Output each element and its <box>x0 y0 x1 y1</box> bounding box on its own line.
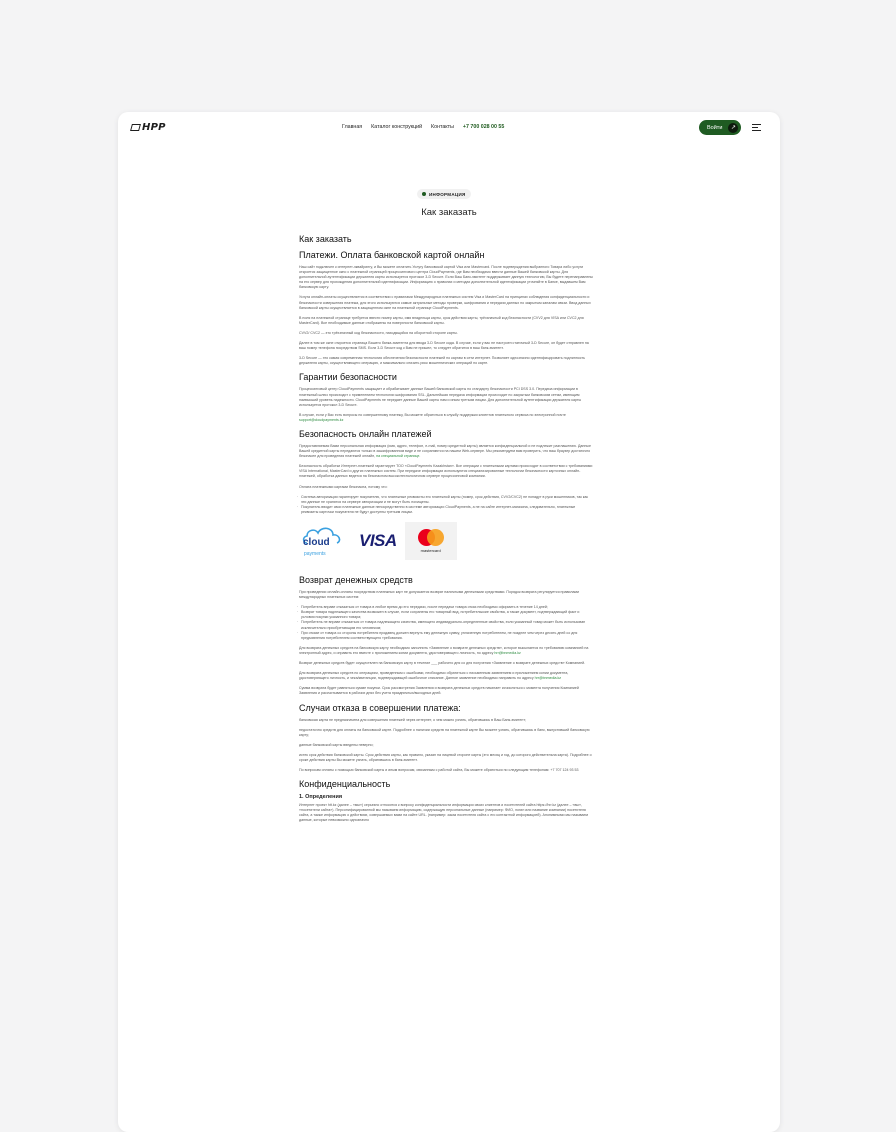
list-item: · Возврат товара надлежащего качества возможен в случае, если сохранены его товарный вид, потребительские свойства, а также документ, подтверждающий факт и условия покупки указанного товара; <box>299 610 593 620</box>
heading-online-payment-security: Безопасность онлайн платежей <box>299 428 432 439</box>
refund-email-link[interactable]: hrr@bnmedia.kz <box>494 650 521 655</box>
article-content <box>299 234 593 829</box>
nav-phone-link[interactable]: +7 700 028 00 55 <box>462 124 505 130</box>
section-badge <box>417 189 471 199</box>
badge-dot-icon <box>422 192 426 196</box>
visa-logo: VISA <box>359 531 397 550</box>
top-navbar <box>118 112 780 144</box>
list-item: · Покупатель вводит свои платежные данные непосредственно в системе авторизации CloudPayments, а не на сайте интернет-магазина, следовательно, платежные реквизиты карточки покупателя не будут доступны третьим лицам. <box>299 505 593 515</box>
error-refund-email-link[interactable]: hrr@bnmedia.kz <box>534 676 562 681</box>
browser-check-link[interactable]: на специальной странице. <box>376 454 421 459</box>
paragraph: истек срок действия банковской карты. Срок действия карты, как правило, указан на лицевой стороне карты (это месяц и год, до которого действительна карта). Подробнее о сроке действия карты Вы можете узнать, обратившись в банк-эмитент. <box>299 752 592 762</box>
paragraph: 3-D Secure — это самая современная технология обеспечения безопасности платежей по картам в сети интернет. Позволяет однозначно идентифицировать подлинность держателя карты, осуществляющего операцию, и максимально снизить риск мошеннических операций по карте. <box>299 356 586 366</box>
paragraph: банковская карта не предназначена для совершения платежей через интернет, о чем можно узнать, обратившись в Ваш Банк-эмитент; <box>299 717 526 722</box>
paragraph: Сумма возврата будет равняться сумме покупки. Срок рассмотрения Заявления и возврата денежных средств начинает исчисляться с момента получения Компанией Заявления и рассчитывается в рабочих днях без учета праздничных/выходных дней. <box>299 686 579 696</box>
paragraph: Далее в том же окне откроется страница Вашего банка-эмитента для ввода 3-D Secure кода. В случае, если у вас не настроен статичный 3-D Secure, он будет отправлен на ваш номер телефона посредством SMS. Если 3-D Secure код к Вам не пришел, то следует обратится в ваш банк-эмитент. <box>299 341 589 351</box>
cloudpayments-logo: cloud payments <box>299 521 351 561</box>
logo-icon <box>130 124 141 131</box>
payment-logos <box>299 521 593 561</box>
paragraph: Предоставляемая Вами персональная информация (имя, адрес, телефон, e-mail, номер кредитной карты) является конфиденциальной и не подлежит разглашению. Данные Вашей кредитной карты передаются только в зашифрованном виде и не сохраняются на нашем Web-сервере. Мы рекомендуем вам проверить, что ваш браузер достаточно безопасен для проведения платежей онлайн, на специальной странице. <box>299 443 591 459</box>
paragraph: По вопросам оплаты с помощью банковской карты и иным вопросам, связанным с работой сайта, Вы можете обратиться по следующим телефонам: +7 707 124 93 53 <box>299 768 579 773</box>
paragraph: Оплата платежными картами безопасна, потому что: <box>299 484 388 489</box>
paragraph: При проведении онлайн-оплаты посредством платежных карт не допускается возврат наличными денежными средствами. Порядок возврата регулируется правилами международных платежных систем: <box>299 590 579 600</box>
refund-rules-list <box>299 605 593 641</box>
list-item: · Потребитель вправе отказаться от товара в любое время до его передачи, после передачи товара отказ необходимо оформить в течение 14 дней; <box>299 605 593 610</box>
list-item: · Потребитель не вправе отказаться от товара надлежащего качества, имеющего индивидуально-определенные свойства, если указанный товар может быть использован исключительно приобретающим его человеком; <box>299 620 593 630</box>
paragraph: Безопасность обработки Интернет-платежей гарантирует ТОО «CloudPayments Kazakhstan». Все операции с платежными картами происходят в соответствии с требованиями VISA International, MasterCard и других платежных систем. При передаче информации используются специализированные технологии безопасности карточных онлайн-платежей, обработка данных ведется на безопасном высокотехнологичном сервере процессинговой компании. <box>299 464 593 479</box>
paragraph: Процессинговый центр CloudPayments защищает и обрабатывает данные Вашей банковской карты по стандарту безопасности PCI DSS 3.0. Передача информации в платежный шлюз происходит с применением технологии шифрования SSL. Дальнейшая передача информации происходит по закрытым банковским сетям, имеющим наивысший уровень надежности. CloudPayments не передает данные Вашей карты нам и иным третьим лицам. Для дополнительной аутентификации держателя карты используется протокол 3-D Secure. <box>299 387 582 407</box>
logo-text: HPP <box>142 122 166 133</box>
paragraph: В случае, если у Вас есть вопросы по совершенному платежу, Вы можете обратиться в службу поддержки клиентов платежного сервиса по электронной почте support@cloudpayments.kz <box>299 412 566 422</box>
subheading-definitions: 1. Определения <box>299 794 343 801</box>
heading-refund: Возврат денежных средств <box>299 575 413 585</box>
nav-link-contacts[interactable]: Контакты <box>431 124 454 130</box>
paragraph: данные банковской карты введены неверно; <box>299 742 374 747</box>
heading-how-to-order: Как заказать <box>299 234 352 244</box>
nav-link-home[interactable]: Главная <box>342 124 363 130</box>
support-email-link[interactable]: support@cloudpayments.kz <box>299 417 344 422</box>
paragraph: Интернет проект htt.kz (далее – «мы») серьезно относится к вопросу конфиденциальности информации своих клиентов и посетителей сайта https://hrr.kz (далее – «вы», «посетители сайта»). Персонифицированной мы называем информацию, содержащую персональные данные (например: ФИО, логин или название компании) посетителя сайта, а также информацию о действиях, совершаемых вами на сайте URL. (например: заказ посетителя сайта с его контактной информацией). Анонимными мы называем данные, которые невозможно однозначно <box>299 803 589 823</box>
heading-payment-refusal: Случаи отказа в совершении платежа: <box>299 702 461 713</box>
main-menu <box>342 124 504 130</box>
paragraph: Возврат денежных средств будет осуществлен на банковскую карту в течение ___ рабочего дня со дня получения «Заявление о возврате денежных средств» Компанией. <box>299 661 586 666</box>
login-button[interactable] <box>699 120 741 135</box>
heading-payments: Платежи. Оплата банковской картой онлайн <box>299 250 485 260</box>
paragraph: Для возврата денежных средств по операциям, проведенным с ошибками, необходимо обратиться с письменным заявлением и приложением копии документа, удостоверяющего личность, и чека/квитанции, подтверждающей ошибочное списание. Данное заявление необходимо направить по адресу hrr@bnmedia.kz <box>299 671 569 681</box>
paragraph: CVV2/ CVC2 — это трёхзначный код безопасности, находящийся на оборотной стороне карты. <box>299 330 458 335</box>
page-card <box>118 112 780 1132</box>
login-label: Войти <box>707 124 723 131</box>
paragraph: В поля на платежной странице требуется ввести номер карты, имя владельца карты, срок действия карты, трёхзначный код безопасности (CVV2 для VISA или CVC2 для MasterCard). Все необходимые данные отображены на поверхности банковской карты. <box>299 315 584 325</box>
arrow-up-right-icon: ↗ <box>728 123 738 133</box>
page-title: Как заказать <box>421 207 477 218</box>
list-item: · Система авторизации гарантирует покупателю, что платежные реквизиты его платежной карты (номер, срок действия, CVV2/CVC2) не попадут в руки мошенников, так как эти данные не хранятся на сервере авторизации и не могут быть похищены. <box>299 495 593 505</box>
paragraph: недостаточно средств для оплаты на банковской карте. Подробнее о наличии средств на платежной карте Вы можете узнать, обратившись в банк, выпустивший банковскую карту; <box>299 727 590 737</box>
paragraph: Наш сайт подключен к интернет-эквайрингу, и Вы можете оплатить Услугу банковской картой Visa или Mastercard. После подтверждения выбранного Товара либо услуги откроется защищенное окно с платежной страницей процессингового центра CloudPayments, где Вам необходимо ввести данные Вашей банковской карты. Для дополнительной аутентификации держателя карты используется протокол 3-D Secure. Если Ваш Банк-эмитент поддерживает данную технологию, Вы будете перенаправлены на его сервер для прохождения дополнительной идентификации. Информацию о правилах и методах дополнительной идентификации уточняйте в Банке, выдавшем Вам банковскую карту. <box>299 265 593 290</box>
paragraph: Услуга онлайн-оплаты осуществляется в соответствии с правилами Международных платежных систем Visa и MasterCard на принципах соблюдения конфиденциальности и безопасности совершения платежа, для этого используются самые актуальные методы проверки, шифрования и передачи данных по закрытым каналам связи. Ввод данных банковской карты осуществляется в защищенном окне на платежной странице CloudPayments. <box>299 295 591 310</box>
list-item: · При отказе от товара со стороны потребителя продавец должен вернуть ему денежную сумму, уплаченную потребителем, не позднее чем через десять дней со дня предъявления потребителем соответствующего требования. <box>299 631 593 641</box>
site-logo[interactable] <box>131 122 166 133</box>
mastercard-logo: mastercard <box>405 522 457 560</box>
nav-link-catalog[interactable]: Каталог конструкций <box>371 124 423 130</box>
paragraph: Для возврата денежных средств на банковскую карту необходимо заполнить «Заявление о возврате денежных средств», которое высылается по требованию компанией на электронный адрес, и оправить его вместе с приложением копии документа, удостоверяющего личность, по адресу hrr@bnmedia.kz <box>299 645 589 655</box>
hamburger-menu-icon[interactable] <box>752 124 761 131</box>
security-reasons-list <box>299 495 593 515</box>
heading-privacy: Конфиденциальность <box>299 779 391 790</box>
heading-security-guarantees: Гарантии безопасности <box>299 372 397 383</box>
badge-label: ИНФОРМАЦИЯ <box>429 191 466 197</box>
